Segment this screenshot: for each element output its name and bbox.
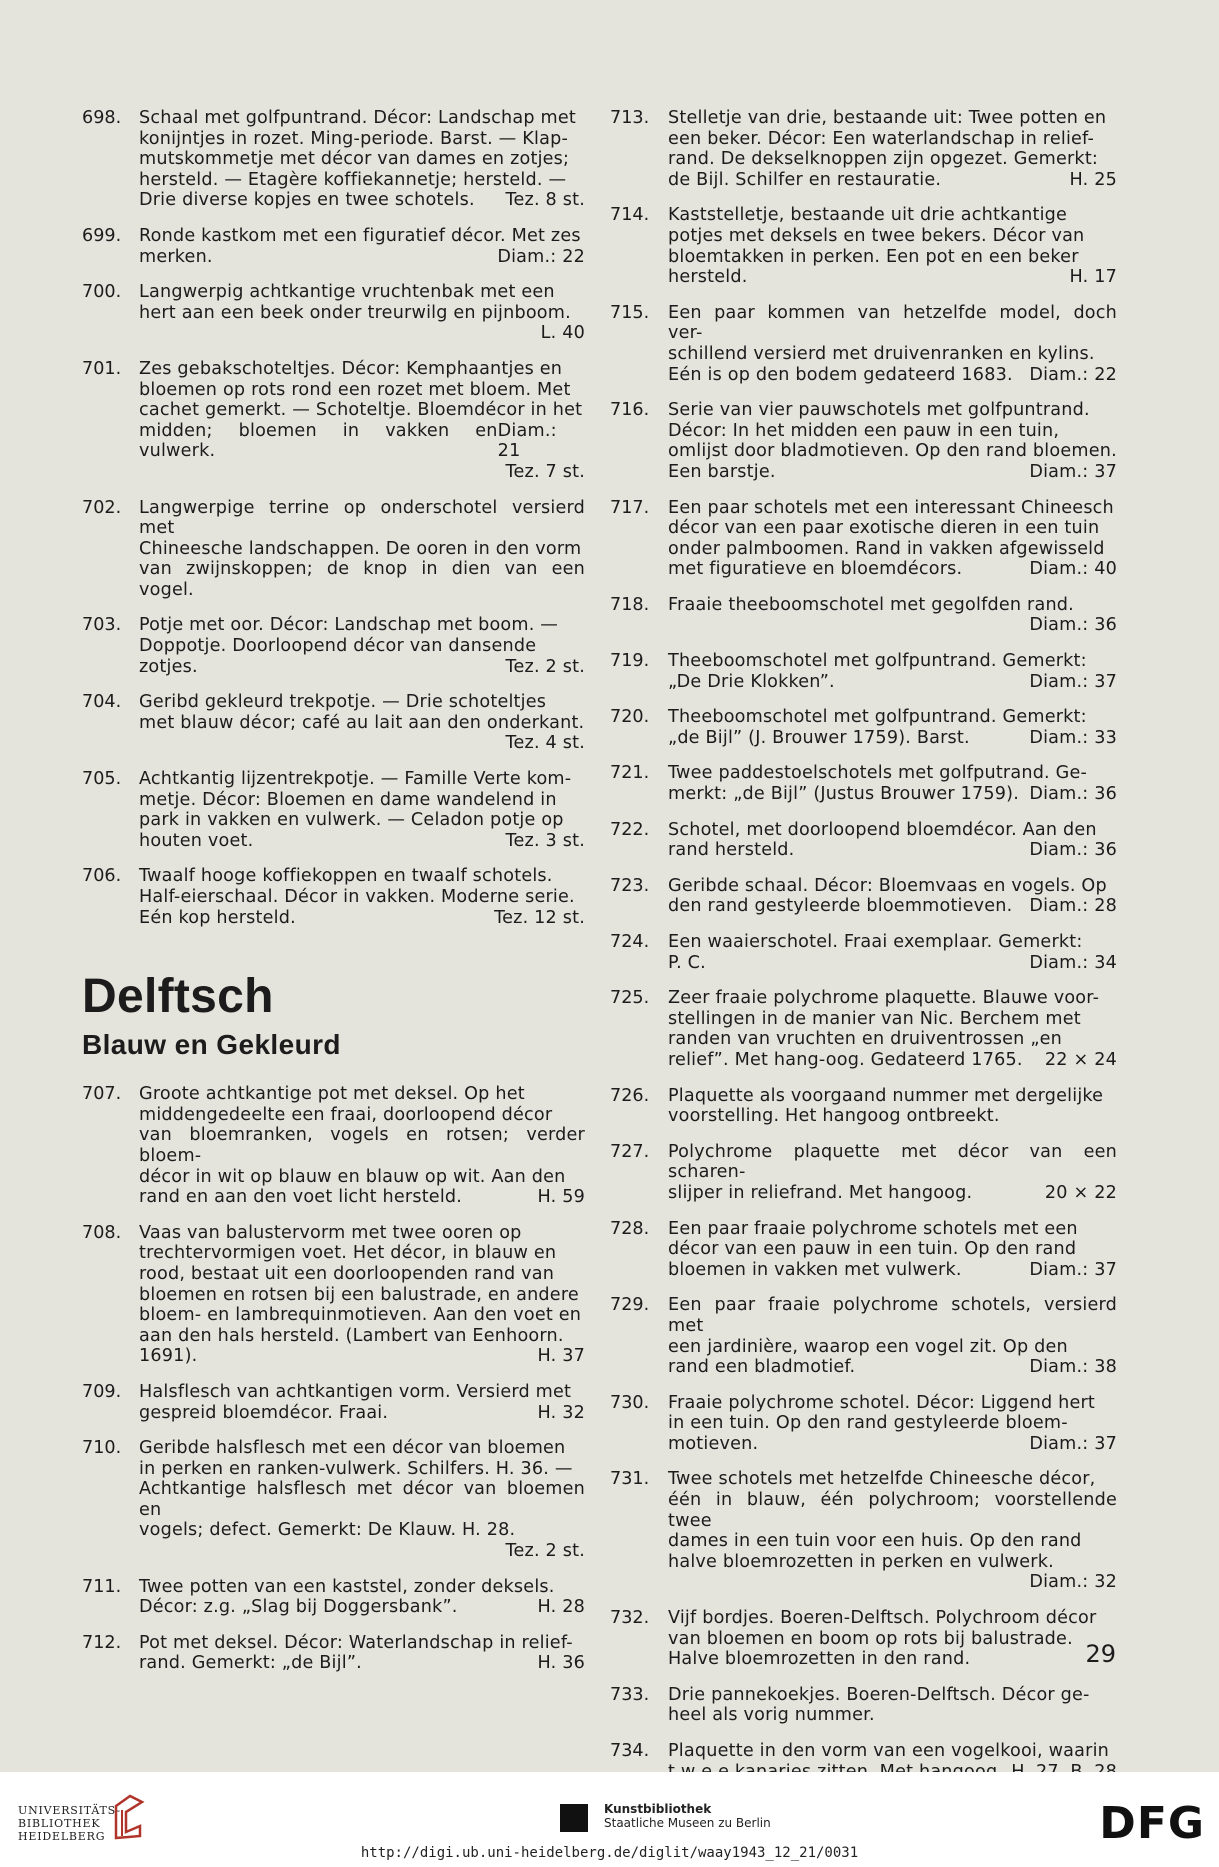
lot-measure: Tez. 3 st. (505, 830, 585, 851)
lot-description (668, 1219, 1117, 1281)
lot-description (139, 226, 585, 267)
lot-measure: Diam.: 36 (1029, 840, 1117, 861)
lot-measure: Tez. 12 st. (494, 907, 585, 928)
lot-entry (610, 876, 1117, 917)
description-line: halve bloemrozetten in perken en vulwerk. (668, 1551, 1054, 1572)
description-line: Theeboomschotel met golfpuntrand. Gemerkt: (668, 651, 1087, 672)
lot-measure: Diam.: 37 (1029, 671, 1117, 692)
description-line: randen van vruchten en druiventrossen „en (668, 1029, 1063, 1050)
lot-entry (610, 400, 1117, 482)
description-line: gespreid bloemdécor. Fraai. (139, 1402, 389, 1423)
lot-entry (82, 1223, 585, 1367)
lot-number: 725. (610, 988, 650, 1009)
description-line: zotjes. (139, 656, 198, 677)
final-line (668, 1357, 1117, 1378)
description-line: een beker. Décor: Een waterlandschap in relief- (668, 128, 1095, 149)
lot-entry (610, 1469, 1117, 1593)
description-line: bloemtakken in perken. Een pot en een beker (668, 246, 1079, 267)
lot-description (139, 615, 585, 677)
description-line: potjes met deksels en twee bekers. Décor van (668, 225, 1085, 246)
lot-number: 727. (610, 1141, 650, 1162)
lot-entry (610, 498, 1117, 580)
uni-line: BIBLIOTHEK (18, 1817, 101, 1830)
permalink-url[interactable]: http://digi.ub.uni-heidelberg.de/diglit/waay1943_12_21/0031 (360, 1845, 859, 1861)
lot-entry (82, 1633, 585, 1674)
description-line: Vaas van balustervorm met twee ooren op (139, 1222, 522, 1243)
lot-entry (82, 359, 585, 483)
description-line: van bloemen en boom op rots bij balustrade. (668, 1628, 1073, 1649)
final-line (668, 896, 1117, 917)
description-line: merkt: „de Bijl” (Justus Brouwer 1759). (668, 784, 1020, 805)
kunstbibliothek-label (604, 1802, 771, 1830)
lot-entry (610, 820, 1117, 861)
lot-number: 729. (610, 1295, 650, 1316)
lot-number: 715. (610, 302, 650, 323)
lot-entry (610, 108, 1117, 190)
lot-description (139, 1438, 585, 1562)
description-line: Geribde halsflesch met een décor van bloemen (139, 1438, 566, 1459)
final-line (668, 840, 1117, 861)
description-line: Een paar kommen van hetzelfde model, doch ver- (668, 302, 1117, 344)
description-line: slijper in reliefrand. Met hangoog. (668, 1182, 973, 1203)
lot-description (139, 1577, 585, 1618)
description-line: Twee paddestoelschotels met golfputrand. Ge- (668, 763, 1088, 784)
description-line: middengedeelte een fraai, doorloopend décor (139, 1104, 553, 1125)
description-line: décor van een pauw in een tuin. Op den rand (668, 1239, 1077, 1260)
lot-description (668, 988, 1117, 1070)
description-line: Doppotje. Doorloopend décor van dansende (139, 636, 537, 657)
description-line: dames in een tuin voor een huis. Op den rand (668, 1531, 1082, 1552)
description-line: 1691). (139, 1346, 198, 1367)
lot-number: 728. (610, 1218, 650, 1239)
lot-measure: Tez. 8 st. (505, 190, 585, 211)
lot-measure: Diam.: 22 (1029, 364, 1117, 385)
description-line: Polychrome plaquette met décor van een scharen- (668, 1141, 1117, 1183)
lot-description (139, 692, 585, 754)
final-line (139, 421, 585, 462)
description-line: omlijst door bladmotieven. Op den rand bloemen. (668, 441, 1117, 462)
lot-measure: 22 × 24 (1044, 1049, 1117, 1070)
description-line: met figuratieve en bloemdécors. (668, 559, 963, 580)
lot-number: 705. (82, 769, 122, 790)
description-line: relief”. Met hang-oog. Gedateerd 1765. (668, 1049, 1023, 1070)
lot-number: 726. (610, 1085, 650, 1106)
lot-measure: H. 36 (537, 1653, 585, 1674)
university-library-label (18, 1804, 121, 1843)
description-line: Twee potten van een kaststel, zonder deksels. (139, 1576, 555, 1597)
lot-number: 710. (82, 1438, 122, 1459)
lot-number: 724. (610, 932, 650, 952)
description-line: van zwijnskoppen; de knop in dien van een vogel. (139, 559, 585, 600)
page-number: 29 (1085, 1640, 1116, 1668)
description-line: Kaststelletje, bestaande uit drie achtkantige (668, 205, 1068, 226)
description-line: Langwerpige terrine op onderschotel versierd met (139, 497, 585, 539)
final-line (668, 1050, 1117, 1071)
lot-entry (82, 108, 585, 211)
lot-number: 713. (610, 108, 650, 128)
description-line: cachet gemerkt. — Schoteltje. Bloemdécor in het (139, 400, 583, 421)
final-line (139, 657, 585, 678)
lot-description (139, 866, 585, 928)
description-line: Achtkantige halsflesch met décor van bloemen en (139, 1479, 585, 1520)
lot-list-delft (82, 1084, 585, 1674)
final-line (668, 170, 1117, 191)
lot-measure: Diam.: 21 (497, 420, 557, 462)
lot-measure: Tez. 2 st. (505, 656, 585, 677)
final-line (668, 267, 1117, 288)
description-line: hersteld. — Etagère koffiekannetje; hersteld. — (139, 169, 567, 190)
lot-measure: Diam.: 33 (1029, 727, 1117, 748)
final-line (668, 672, 1117, 693)
lot-description (139, 108, 585, 211)
dfg-logo: DFG (1099, 1798, 1205, 1849)
lot-description (668, 1142, 1117, 1204)
lot-entry (82, 692, 585, 754)
lot-number: 704. (82, 692, 122, 713)
description-line: Twaalf hooge koffiekoppen en twaalf schotels. (139, 866, 553, 887)
lot-description (668, 820, 1117, 861)
description-line: voorstelling. Het hangoog ontbreekt. (668, 1106, 1000, 1127)
final-line (668, 559, 1117, 580)
kb-subtitle: Staatliche Museen zu Berlin (604, 1816, 771, 1830)
description-line: motieven. (668, 1433, 759, 1454)
lot-entry (82, 866, 585, 928)
description-line: den rand gestyleerde bloemmotieven. (668, 896, 1013, 917)
lot-measure: H. 37 (537, 1346, 585, 1367)
description-line: Een barstje. (668, 461, 776, 482)
lot-entry (82, 1438, 585, 1562)
description-line: van bloemranken, vogels en rotsen; verder bloem- (139, 1125, 585, 1166)
description-line: Groote achtkantige pot met deksel. Op het (139, 1084, 525, 1105)
description-line: schillend versierd met druivenranken en kylins. (668, 343, 1095, 364)
description-line: „De Drie Klokken”. (668, 671, 835, 692)
description-line: Een paar fraaie polychrome schotels, versierd met (668, 1295, 1117, 1336)
lot-measure: H. 59 (537, 1187, 585, 1208)
lot-number: 708. (82, 1222, 122, 1243)
lot-measure: H. 17 (1069, 267, 1117, 288)
description-line: décor in wit op blauw en blauw op wit. Aan den (139, 1166, 566, 1187)
lot-entry (82, 1382, 585, 1423)
final-line (668, 462, 1117, 483)
final-line (668, 953, 1117, 974)
description-line: Geribde schaal. Décor: Bloemvaas en vogels. Op (668, 875, 1107, 896)
lot-entry (610, 707, 1117, 748)
kunstbibliothek-logo-icon (560, 1804, 588, 1832)
description-line: rand. De dekselknoppen zijn opgezet. Gemerkt: (668, 149, 1099, 170)
lot-entry (610, 1295, 1117, 1377)
description-line: bloem- en lambrequinmotieven. Aan den voet en (139, 1305, 582, 1326)
final-line (668, 1434, 1117, 1455)
lot-description (668, 303, 1117, 385)
description-line: Een paar fraaie polychrome schotels met een (668, 1218, 1078, 1239)
uni-line: HEIDELBERG (18, 1830, 106, 1843)
left-column (82, 108, 585, 1689)
lot-number: 720. (610, 707, 650, 728)
lot-entry (610, 1219, 1117, 1281)
footer-bar (0, 1772, 1219, 1867)
lot-number: 707. (82, 1084, 122, 1105)
description-line: vogels; defect. Gemerkt: De Klauw. H. 28. (139, 1520, 516, 1541)
description-line: een jardinière, waarop een vogel zit. Op den (668, 1336, 1068, 1357)
lot-number: 701. (82, 358, 122, 379)
final-line (139, 1187, 585, 1208)
lot-description (668, 1393, 1117, 1455)
lot-description (668, 498, 1117, 580)
description-line: hersteld. (668, 267, 748, 288)
description-line: Fraaie polychrome schotel. Décor: Liggend hert (668, 1392, 1096, 1413)
lot-description (139, 1084, 585, 1208)
lot-description (668, 108, 1117, 190)
lot-description (139, 282, 585, 344)
lot-measure: H. 25 (1069, 169, 1117, 190)
lot-entry (610, 595, 1117, 636)
lot-measure: Diam.: 36 (1029, 784, 1117, 805)
lot-measure: Diam.: 34 (1029, 952, 1117, 973)
description-line: onder palmboomen. Rand in vakken afgewisseld (668, 538, 1105, 559)
description-line: mutskommetje met décor van dames en zotjes; (139, 149, 570, 170)
description-line: Halve bloemrozetten in den rand. (668, 1649, 971, 1670)
description-line: één in blauw, één polychroom; voorstellende twee (668, 1490, 1117, 1531)
lot-number: 723. (610, 875, 650, 896)
lot-description (139, 1633, 585, 1674)
description-line: park in vakken en vulwerk. — Celadon potje op (139, 810, 564, 831)
lot-description (668, 707, 1117, 748)
description-line: metje. Décor: Bloemen en dame wandelend in (139, 789, 557, 810)
lot-quantity: Tez. 7 st. (505, 461, 585, 482)
lot-number: 702. (82, 497, 122, 518)
description-line: Een paar schotels met een interessant Chineesch (668, 497, 1114, 518)
kb-title: Kunstbibliothek (604, 1802, 712, 1816)
lot-entry (610, 1142, 1117, 1204)
lot-description (668, 1685, 1117, 1726)
lot-description (668, 205, 1117, 287)
description-line: décor van een paar exotische dieren in een tuin (668, 518, 1100, 539)
lot-number: 703. (82, 615, 122, 636)
lot-description (668, 1086, 1117, 1127)
description-line: P. C. (668, 952, 706, 973)
description-line: Zes gebakschoteltjes. Décor: Kemphaantjes en (139, 358, 563, 379)
section-subtitle: Blauw en Gekleurd (82, 1029, 341, 1061)
lot-number: 719. (610, 651, 650, 672)
lot-description (139, 498, 585, 601)
lot-description (139, 1223, 585, 1367)
description-line: merken. (139, 246, 213, 267)
lot-entry (610, 1393, 1117, 1455)
lot-entry (610, 763, 1117, 804)
final-line (139, 1597, 585, 1618)
description-line: in een tuin. Op den rand gestyleerde bloem- (668, 1413, 1068, 1434)
section-title: Delftsch (82, 970, 274, 1024)
lot-entry (610, 1086, 1117, 1127)
description-line: bloemen op rots rond een rozet met bloem. Met (139, 379, 571, 400)
final-line (139, 1403, 585, 1424)
description-line: Ronde kastkom met een figuratief décor. Met zes (139, 225, 581, 246)
lot-entry (610, 303, 1117, 385)
lot-measure: Diam.: 28 (1029, 896, 1117, 917)
lot-measure: Diam.: 37 (1029, 1433, 1117, 1454)
description-line: Décor: z.g. „Slag bij Doggersbank”. (139, 1597, 458, 1618)
description-line: Pot met deksel. Décor: Waterlandschap in relief- (139, 1632, 573, 1653)
lot-measure: Diam.: 37 (1029, 1259, 1117, 1280)
lot-list-delft-continued (610, 108, 1117, 1782)
lot-number: 709. (82, 1381, 122, 1402)
lot-entry (82, 498, 585, 601)
lot-description (668, 1469, 1117, 1593)
lot-description (139, 1382, 585, 1423)
description-line: trechtervormigen voet. Het décor, in blauw en (139, 1243, 557, 1264)
lot-description (668, 1295, 1117, 1377)
description-line: Plaquette in den vorm van een vogelkooi, waarin (668, 1741, 1110, 1761)
final-line (668, 784, 1117, 805)
uni-line: UNIVERSITÄTS- (18, 1804, 121, 1817)
lot-description (139, 769, 585, 851)
description-line: Geribd gekleurd trekpotje. — Drie schoteltjes (139, 692, 547, 713)
lot-measure: 20 × 22 (1044, 1182, 1117, 1203)
description-line: Vijf bordjes. Boeren-Delftsch. Polychroom décor (668, 1608, 1097, 1629)
lot-description (139, 359, 585, 483)
lot-measure: H. 28 (537, 1597, 585, 1618)
lot-entry (610, 651, 1117, 692)
lot-number: 734. (610, 1741, 650, 1761)
final-line (139, 247, 585, 268)
lot-measure: L. 40 (540, 323, 585, 344)
lot-measure: H. 32 (537, 1402, 585, 1423)
description-line: Schaal met golfpuntrand. Décor: Landschap met (139, 108, 576, 128)
description-line: rand een bladmotief. (668, 1357, 856, 1378)
description-line: Eén is op den bodem gedateerd 1683. (668, 364, 1013, 385)
lot-number: 699. (82, 225, 122, 246)
lot-measure: Diam.: 38 (1029, 1357, 1117, 1378)
lot-entry (610, 205, 1117, 287)
lot-number: 730. (610, 1392, 650, 1413)
lot-number: 732. (610, 1608, 650, 1629)
description-line: Halsflesch van achtkantigen vorm. Versierd met (139, 1381, 572, 1402)
lot-number: 733. (610, 1684, 650, 1705)
description-line: Langwerpig achtkantige vruchtenbak met een (139, 282, 555, 303)
description-line: Schotel, met doorloopend bloemdécor. Aan den (668, 819, 1097, 840)
lot-number: 706. (82, 866, 122, 887)
description-line: in perken en ranken-vulwerk. Schilfers. H. 36. — (139, 1458, 573, 1479)
lot-description (668, 763, 1117, 804)
description-line: bloemen en rotsen bij een balustrade, en andere (139, 1284, 579, 1305)
lot-entry (610, 1608, 1117, 1670)
lot-number: 711. (82, 1576, 122, 1597)
description-line: aan den hals hersteld. (Lambert van Eenhoorn. (139, 1325, 564, 1346)
final-line (668, 365, 1117, 386)
lot-description (668, 595, 1117, 636)
lot-description (668, 1608, 1117, 1670)
description-line: rood, bestaat uit een doorloopenden rand van (139, 1263, 555, 1284)
lot-description (668, 651, 1117, 692)
lot-description (668, 400, 1117, 482)
lot-entry (82, 226, 585, 267)
right-column (610, 108, 1117, 1797)
lot-description (668, 932, 1117, 973)
description-line: Achtkantig lijzentrekpotje. — Famille Verte kom- (139, 769, 572, 790)
lot-number: 722. (610, 819, 650, 840)
final-line (139, 1346, 585, 1367)
lot-entry (82, 1084, 585, 1208)
final-line (668, 728, 1117, 749)
description-line: Half-eierschaal. Décor in vakken. Moderne serie. (139, 887, 575, 907)
lot-number: 700. (82, 282, 122, 303)
lot-list-porcelain (82, 108, 585, 928)
description-line: Twee schotels met hetzelfde Chineesche décor, (668, 1469, 1096, 1490)
description-line: Fraaie theeboomschotel met gegolfden rand. (668, 594, 1074, 615)
lot-description (668, 876, 1117, 917)
description-line: midden; bloemen in vakken en vulwerk. (139, 420, 498, 462)
lot-number: 714. (610, 205, 650, 226)
lot-number: 717. (610, 497, 650, 518)
lot-entry (82, 769, 585, 851)
lot-entry (610, 1685, 1117, 1726)
lot-entry (610, 988, 1117, 1070)
lot-measure: Tez. 4 st. (505, 733, 585, 754)
description-line: Eén kop hersteld. (139, 907, 296, 928)
lot-entry (610, 932, 1117, 973)
lot-entry (82, 615, 585, 677)
description-line: rand hersteld. (668, 840, 795, 861)
lot-measure: Diam.: 36 (1029, 615, 1117, 636)
description-line: „de Bijl” (J. Brouwer 1759). Barst. (668, 727, 970, 748)
description-line: Décor: In het midden een pauw in een tuin, (668, 420, 1060, 441)
description-line: Drie diverse kopjes en twee schotels. (139, 190, 475, 211)
description-line: Potje met oor. Décor: Landschap met boom. — (139, 615, 559, 636)
lot-number: 716. (610, 400, 650, 421)
lot-measure: Diam.: 32 (1029, 1572, 1117, 1593)
description-line: heel als vorig nummer. (668, 1705, 875, 1726)
description-line: houten voet. (139, 830, 254, 851)
final-line (668, 1183, 1117, 1204)
university-logo-icon (108, 1792, 148, 1842)
final-line (139, 908, 585, 929)
lot-entry (82, 282, 585, 344)
lot-entry (82, 1577, 585, 1618)
description-line: Stelletje van drie, bestaande uit: Twee potten en (668, 108, 1107, 128)
final-line (139, 1653, 585, 1674)
description-line: stellingen in de manier van Nic. Berchem met (668, 1008, 1081, 1029)
description-line: de Bijl. Schilfer en restauratie. (668, 169, 942, 190)
description-line: met blauw décor; café au lait aan den onderkant. (139, 712, 585, 733)
description-line: hert aan een beek onder treurwilg en pijnboom. (139, 302, 571, 323)
final-line (668, 1260, 1117, 1281)
final-line (139, 831, 585, 852)
lot-measure: Diam.: 22 (497, 246, 585, 267)
description-line: Plaquette als voorgaand nummer met dergelijke (668, 1085, 1104, 1106)
lot-number: 731. (610, 1469, 650, 1490)
final-line (139, 190, 585, 211)
description-line: Zeer fraaie polychrome plaquette. Blauwe voor- (668, 988, 1100, 1009)
lot-measure: Diam.: 37 (1029, 461, 1117, 482)
description-line: Een waaierschotel. Fraai exemplaar. Gemerkt: (668, 932, 1083, 952)
description-line: Serie van vier pauwschotels met golfpuntrand. (668, 400, 1090, 421)
description-line: bloemen in vakken met vulwerk. (668, 1259, 962, 1280)
description-line: rand en aan den voet licht hersteld. (139, 1187, 463, 1208)
description-line: Drie pannekoekjes. Boeren-Delftsch. Décor ge- (668, 1684, 1090, 1705)
description-line: Theeboomschotel met golfpuntrand. Gemerkt: (668, 707, 1087, 728)
lot-number: 721. (610, 763, 650, 784)
lot-number: 712. (82, 1632, 122, 1653)
description-line: Chineesche landschappen. De ooren in den vorm (139, 538, 582, 559)
description-line: konijntjes in rozet. Ming-periode. Barst. — Klap- (139, 128, 568, 149)
description-line: rand. Gemerkt: „de Bijl”. (139, 1653, 362, 1674)
lot-number: 718. (610, 594, 650, 615)
lot-measure: Diam.: 40 (1029, 559, 1117, 580)
lot-number: 698. (82, 108, 122, 128)
lot-measure: Tez. 2 st. (505, 1541, 585, 1562)
